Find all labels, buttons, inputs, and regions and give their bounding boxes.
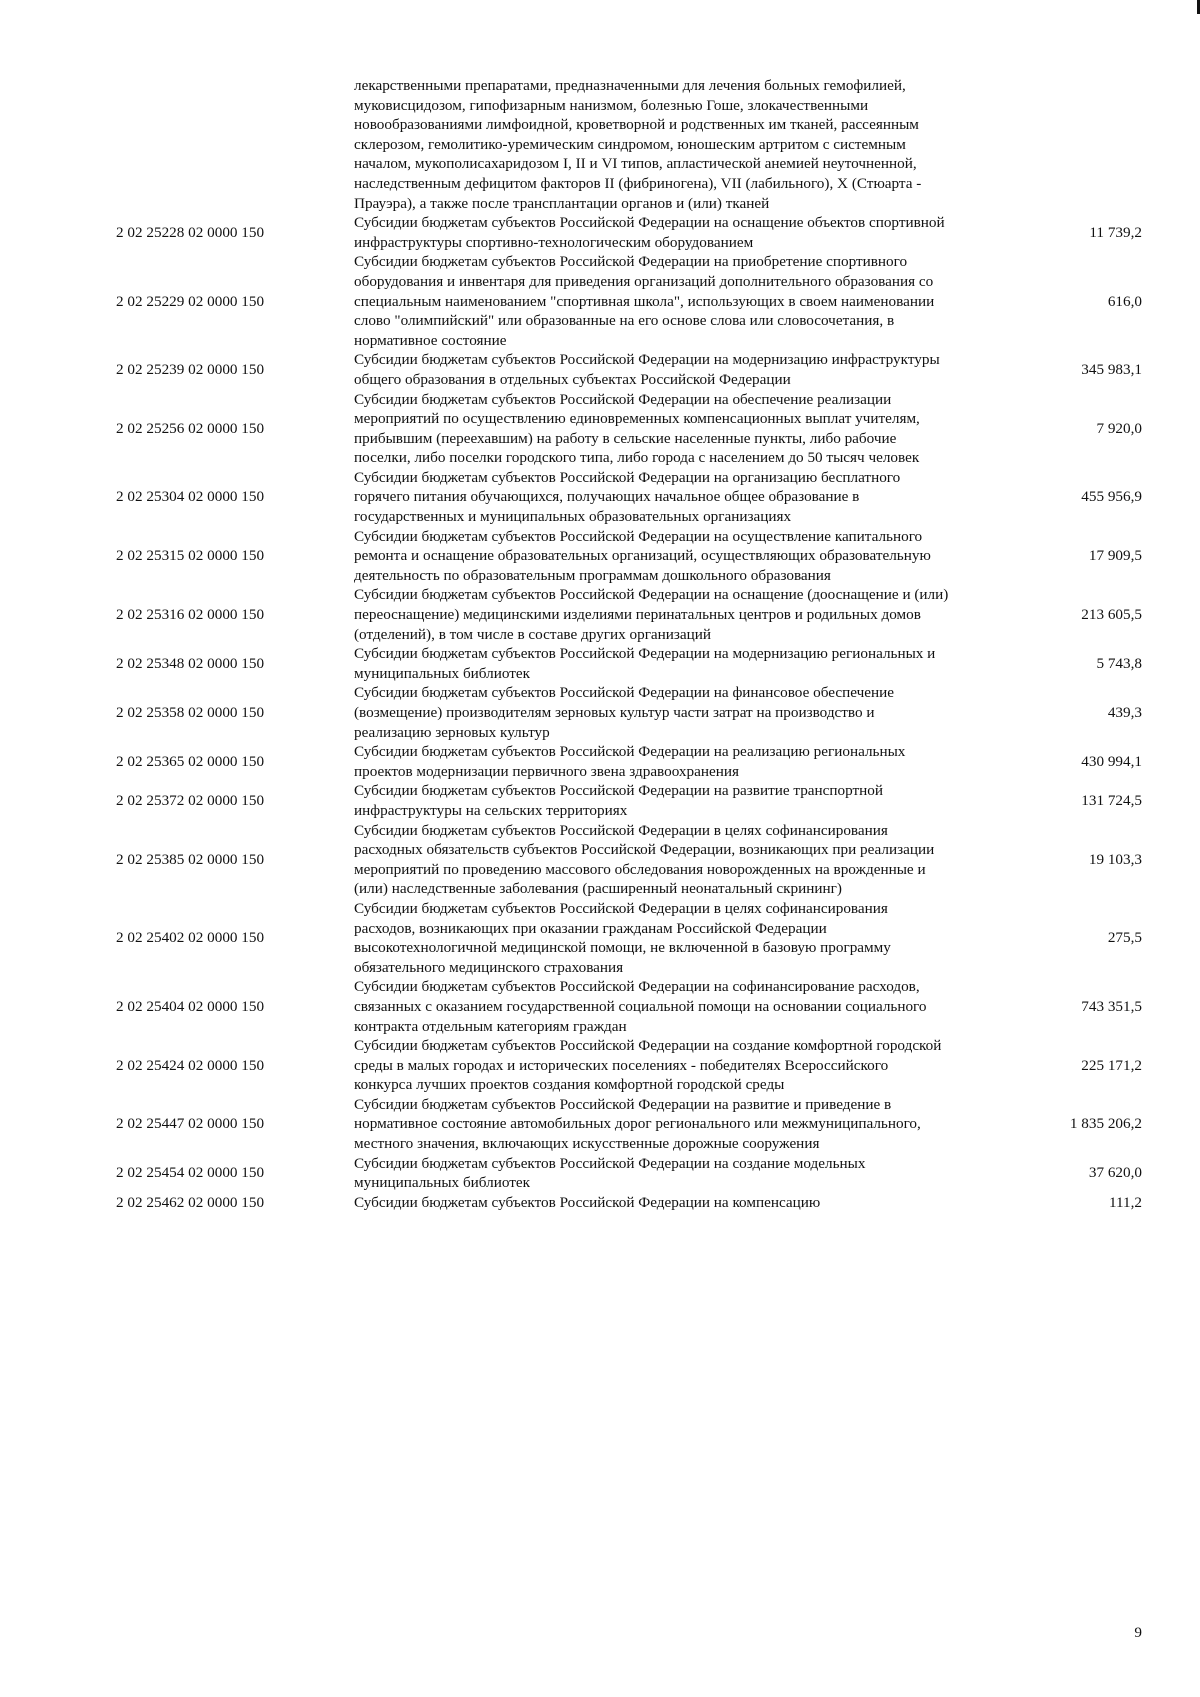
amount: 17 909,5 [1088,547,1142,565]
amount: 131 724,5 [1081,792,1142,810]
table-row [112,742,1142,781]
revenue-name: Субсидии бюджетам субъектов Российской Федерации на модернизацию региональных и муниципальных библиотек [354,645,936,682]
table-row [112,899,1142,977]
budget-code: 2 02 25454 02 0000 150 [116,1164,265,1182]
revenue-name: Субсидии бюджетам субъектов Российской Федерации на софинансирование расходов, связанных с оказанием государственной социальной помощи на основании социального контракта отдельным категориям граждан [354,978,927,1035]
budget-code: 2 02 25385 02 0000 150 [116,850,265,868]
budget-code: 2 02 25404 02 0000 150 [116,997,265,1015]
budget-code: 2 02 25316 02 0000 150 [116,606,265,624]
amount: 455 956,9 [1081,488,1142,506]
budget-code: 2 02 25304 02 0000 150 [116,488,265,506]
budget-code: 2 02 25447 02 0000 150 [116,1115,265,1133]
revenue-name: Субсидии бюджетам субъектов Российской Федерации на создание комфортной городской среды в малых городах и исторических поселениях - победителях Всероссийского конкурса лучших проектов создания комфортной городской среды [354,1037,942,1094]
revenue-name: Субсидии бюджетам субъектов Российской Федерации на развитие транспортной инфраструктуры на сельских территориях [354,782,884,819]
budget-code: 2 02 25315 02 0000 150 [116,547,265,565]
table-row [112,1154,1142,1193]
table-row [112,781,1142,820]
revenue-name: Субсидии бюджетам субъектов Российской Федерации на оснащение объектов спортивной инфраструктуры спортивно-технологическим оборудованием [354,214,945,251]
budget-code: 2 02 25365 02 0000 150 [116,752,265,770]
amount: 7 920,0 [1096,419,1142,437]
budget-code: 2 02 25462 02 0000 150 [116,1193,265,1211]
page-number: 9 [1134,1624,1142,1641]
table-row [112,468,1142,527]
amount: 616,0 [1107,292,1142,310]
budget-code: 2 02 25256 02 0000 150 [116,419,265,437]
revenue-table [112,76,1142,1212]
amount: 5 743,8 [1096,655,1142,673]
table-cell-amount [981,76,1142,213]
amount: 275,5 [1107,929,1142,947]
table-row [112,527,1142,586]
amount: 439,3 [1107,704,1142,721]
continuation-row [112,76,1142,213]
revenue-name: Субсидии бюджетам субъектов Российской Федерации на организацию бесплатного горячего питания обучающихся, получающих начальное общее образование в государственных и муниципальных образовательных организациях [354,468,901,526]
amount: 345 983,1 [1081,361,1142,379]
budget-code: 2 02 25239 02 0000 150 [116,361,265,379]
budget-code: 2 02 25358 02 0000 150 [116,704,265,721]
revenue-name: Субсидии бюджетам субъектов Российской Федерации в целях софинансирования расходных обязательств субъектов Российской Федерации, возникающих при реализации мероприятий по проведению массового обследования новорожденных на врожденные и (или) наследственные заболевания (расширенный неонатальный скрининг) [354,821,935,898]
revenue-name: Субсидии бюджетам субъектов Российской Федерации на создание модельных муниципальных библиотек [354,1154,866,1192]
budget-code: 2 02 25228 02 0000 150 [116,223,265,241]
amount: 743 351,5 [1081,997,1142,1015]
table-body [112,76,1142,1212]
amount: 19 103,3 [1088,850,1142,868]
budget-code: 2 02 25372 02 0000 150 [116,792,265,810]
table-row [112,1036,1142,1095]
table-row [112,1095,1142,1154]
continuation-text: лекарственными препаратами, предназначенными для лечения больных гемофилией, муковисцидозом, гипофизарным нанизмом, болезнью Гоше, злокачественными новообразованиями лимфоидной, кроветворной и родственных им тканей, рассеянным склерозом, гемолитико-уремическим синдромом, юношеским артритом с системным началом, мукополисахаридозом I, II и VI типов, апластической анемией неуточненной, наследственным дефицитом факторов II (фибриногена), VII (лабильного), X (Стюарта - Прауэра), а также после трансплантации органов и (или) тканей [354,77,922,212]
amount: 1 835 206,2 [1069,1115,1142,1133]
revenue-name: Субсидии бюджетам субъектов Российской Федерации в целях софинансирования расходов, возникающих при оказании гражданам Российской Федерации высокотехнологичной медицинской помощи, не включенной в базовую программу обязательного медицинского страхования [354,899,891,976]
revenue-name: Субсидии бюджетам субъектов Российской Федерации на приобретение спортивного оборудования и инвентаря для приведения организаций дополнительного образования со специальным наименованием "спортивная школа", использующих в своем наименовании слово "олимпийский" или образованные на его основе слова или словосочетания, в нормативное состояние [354,253,935,349]
revenue-name: Субсидии бюджетам субъектов Российской Федерации на реализацию региональных проектов модернизации первичного звена здравоохранения [354,743,906,780]
revenue-name: Субсидии бюджетам субъектов Российской Федерации на оснащение (дооснащение и (или) переоснащение) медицинскими изделиями перинатальных центров и родильных домов (отделений), в том числе в составе других организаций [354,586,949,643]
revenue-name: Субсидии бюджетам субъектов Российской Федерации на компенсацию [354,1193,821,1211]
table-row [112,350,1142,389]
table-row [112,1193,1142,1213]
table-cell-code [112,76,354,213]
revenue-name: Субсидии бюджетам субъектов Российской Федерации на финансовое обеспечение (возмещение) производителям зерновых культур части затрат на производство и реализацию зерновых культур [354,684,894,741]
table-row [112,821,1142,899]
table-row [112,644,1142,683]
budget-code: 2 02 25424 02 0000 150 [116,1056,265,1074]
revenue-name: Субсидии бюджетам субъектов Российской Федерации на осуществление капитального ремонта и оснащение образовательных организаций, осуществляющих образовательную деятельность по образовательным программам дошкольного образования [354,527,931,584]
amount: 11 739,2 [1089,223,1142,241]
table-row [112,585,1142,644]
revenue-name: Субсидии бюджетам субъектов Российской Федерации на развитие и приведение в нормативное состояние автомобильных дорог регионального или межмуниципального, местного значения, включающих искусственные дорожные сооружения [354,1095,921,1153]
revenue-name: Субсидии бюджетам субъектов Российской Федерации на обеспечение реализации мероприятий по осуществлению единовременных компенсационных выплат учителям, прибывшим (переехавшим) на работу в сельские населенные пункты, либо рабочие поселки, либо поселки городского типа, либо города с населением до 50 тысяч человек [354,390,920,467]
table-row [112,977,1142,1036]
amount: 213 605,5 [1081,606,1142,624]
amount: 225 171,2 [1081,1056,1142,1074]
table-row [112,683,1142,742]
revenue-name: Субсидии бюджетам субъектов Российской Федерации на модернизацию инфраструктуры общего образования в отдельных субъектах Российской Федерации [354,351,940,388]
table-row [112,213,1142,252]
budget-code: 2 02 25229 02 0000 150 [116,292,265,310]
amount: 430 994,1 [1081,752,1142,770]
amount: 111,2 [1108,1193,1142,1211]
table-row [112,252,1142,350]
amount: 37 620,0 [1088,1164,1142,1182]
table-row [112,390,1142,468]
budget-code: 2 02 25348 02 0000 150 [116,655,265,673]
budget-code: 2 02 25402 02 0000 150 [116,929,265,947]
